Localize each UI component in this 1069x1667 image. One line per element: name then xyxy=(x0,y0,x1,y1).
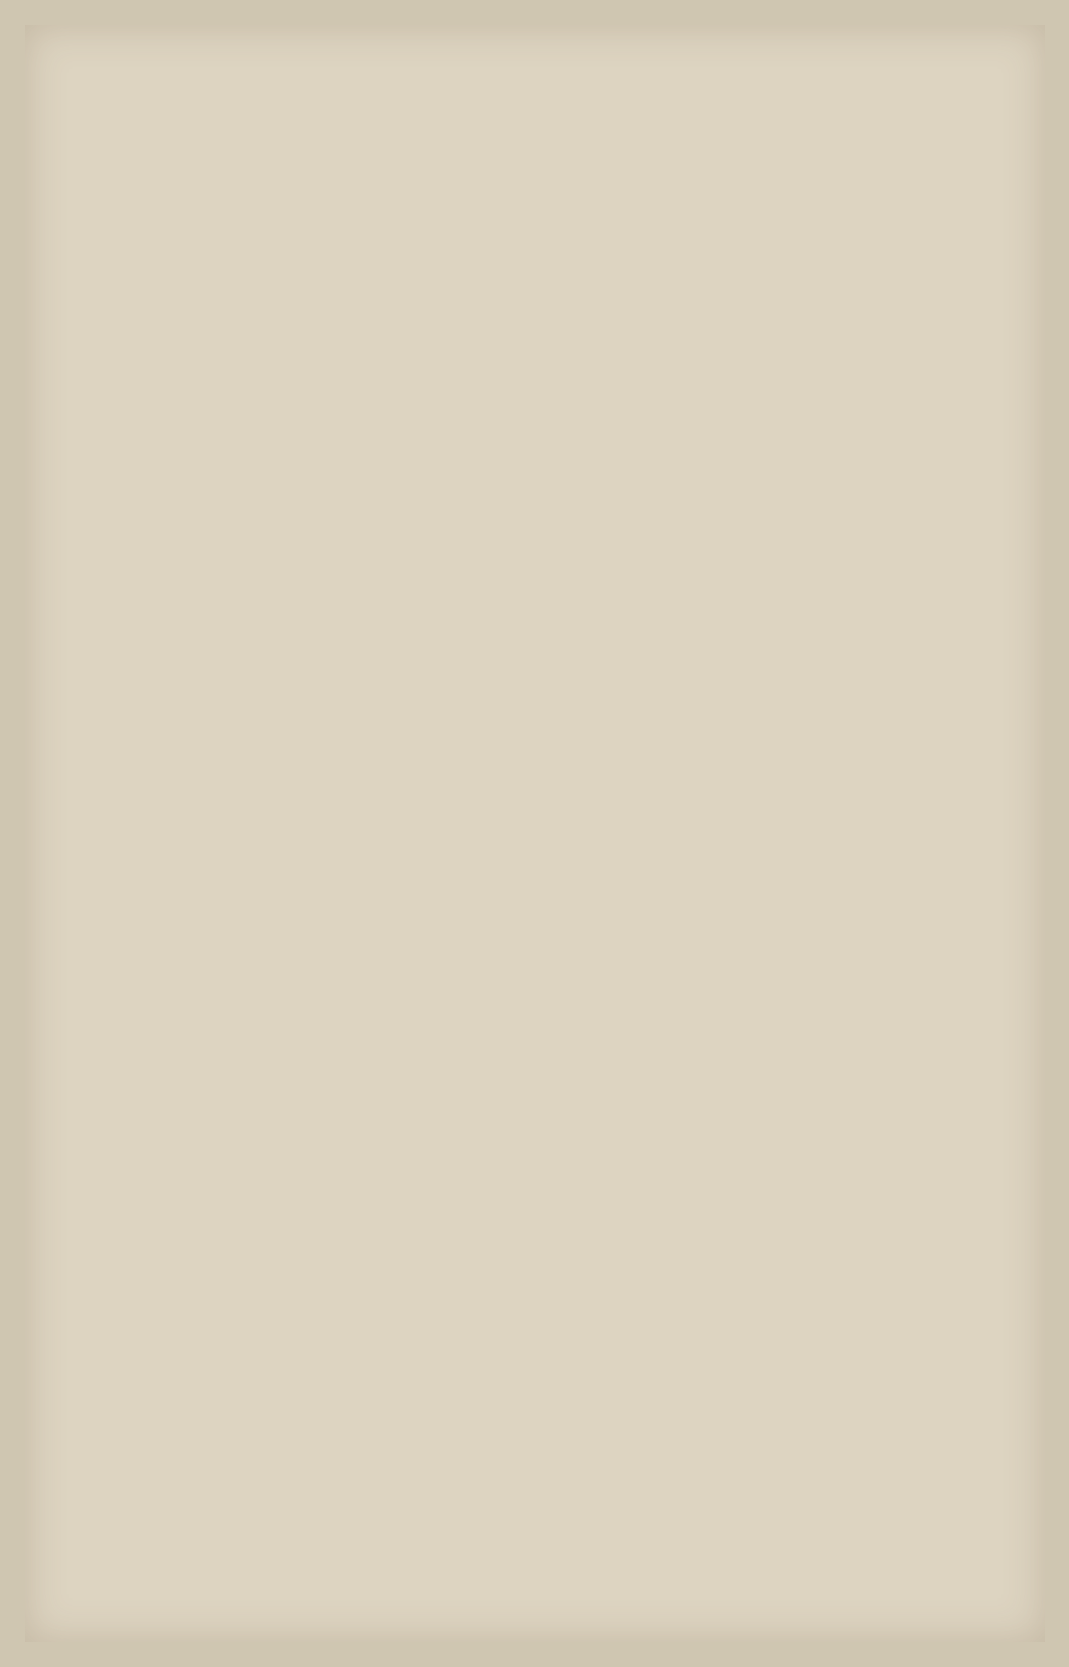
document-page xyxy=(25,25,1045,1642)
watermark xyxy=(455,1205,1015,1585)
